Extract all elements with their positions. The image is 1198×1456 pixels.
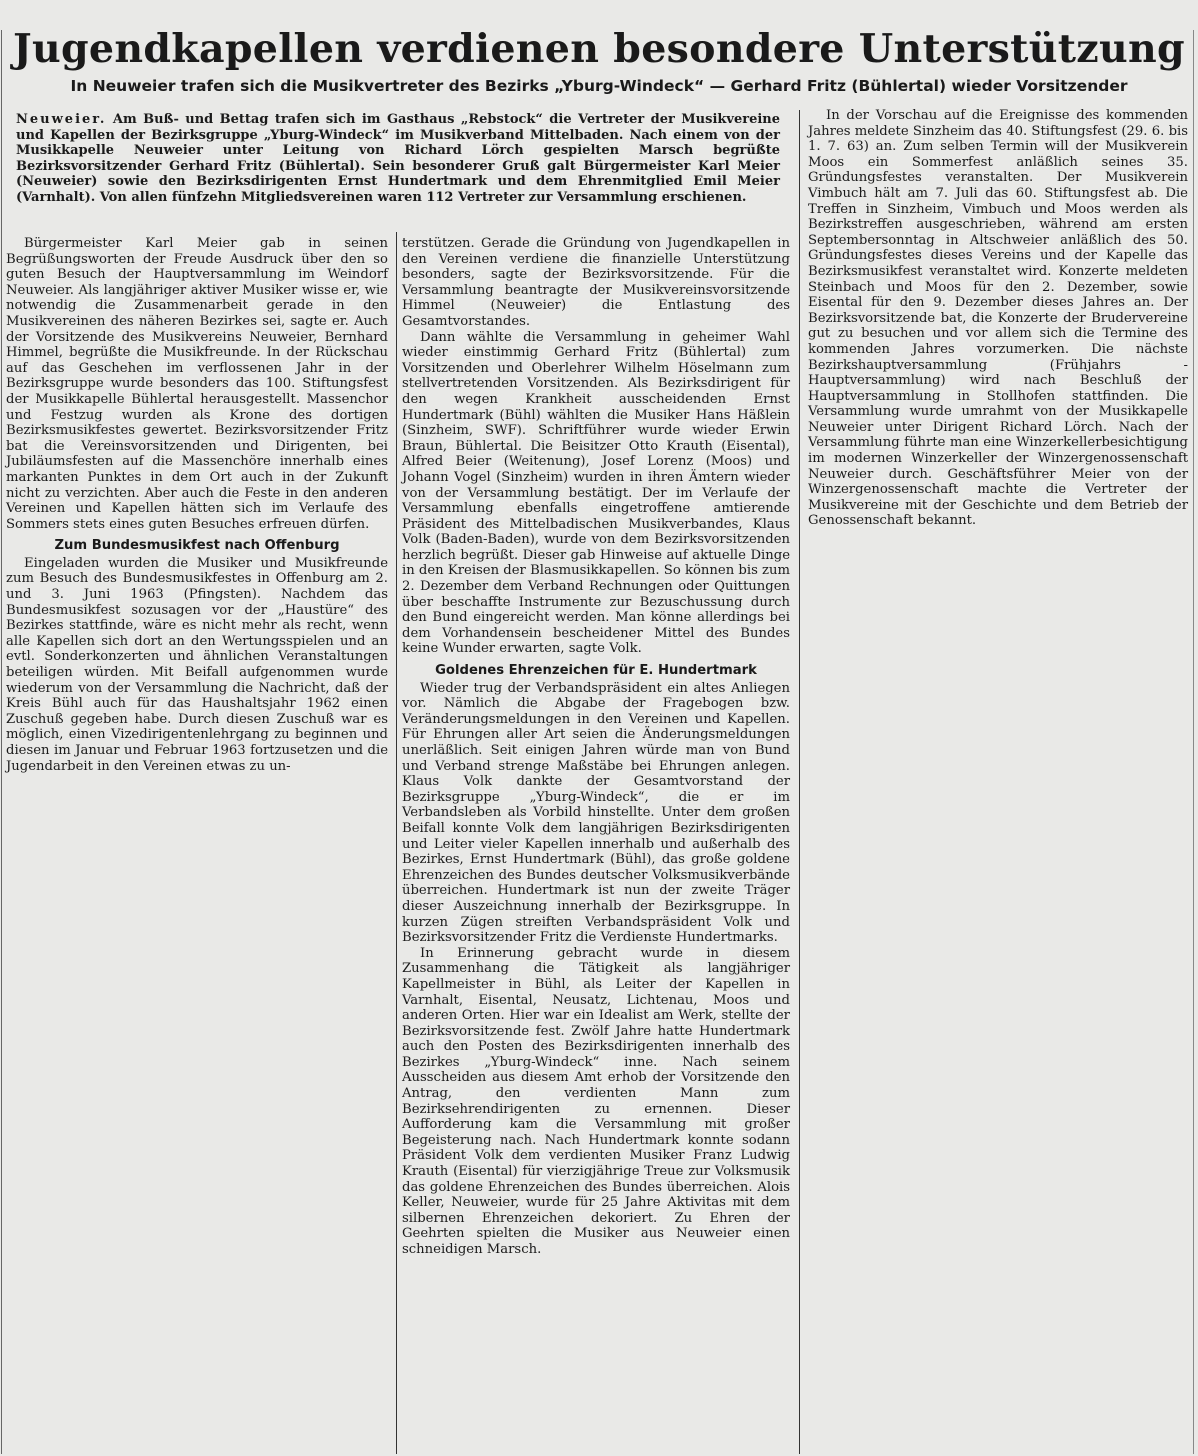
column-2 bbox=[402, 236, 790, 1258]
column-rule-2 bbox=[799, 110, 800, 1454]
headline: Jugendkapellen verdienen besondere Unterstützung bbox=[13, 26, 1185, 72]
col2-subheading: Goldenes Ehrenzeichen für E. Hundertmark bbox=[435, 663, 757, 679]
left-edge-line bbox=[1, 30, 2, 1454]
column-3 bbox=[808, 108, 1188, 529]
col3-paragraph-1: In der Vorschau auf die Ereignisse des kommenden Jahres meldete Sinzheim das 40. Stiftungsfest (29. 6. bis 1. 7. 63) an. Zum selben Termin will der Musikverein Moos ein Sommerfest anläßlich seines 35. Gründungsfestes veranstalten. Der Musikverein Vimbuch hält am 7. Juli das 60. Stiftungsfest ab. Die Treffen in Sinzheim, Vimbuch und Moos werden als Bezirkstreffen ausgeschrieben, während am ersten Septembersonntag in Altschweier anläßlich des 50. Gründungsfestes dieses Vereins und der Kapelle das Bezirksmusikfest veranstaltet wird. Konzerte meldeten Steinbach und Moos für den 2. Dezember, sowie Eisental für den 9. Dezember dieses Jahres an. Der Bezirksvorsitzende bat, die Konzerte der Brudervereine gut zu besuchen und vor allem sich die Termine des kommenden Jahres vorzumerken. Die nächste Bezirkshauptversammlung (Frühjahrs - Hauptversammlung) wird nach Beschluß der Hauptversammlung in Stollhofen stattfinden. Die Versammlung wurde umrahmt von der Musikkapelle Neuweier unter Dirigent Richard Lörch. Nach der Versammlung führte man eine Winzerkellerbesichtigung im modernen Winzerkeller der Winzergenossenschaft Neuweier durch. Geschäftsführer Meier von der Winzergenossenschaft machte die Vertreter der Musikvereine mit der Geschichte und dem Betrieb der Genossenschaft bekannt. bbox=[808, 108, 1188, 529]
col2-paragraph-1: terstützen. Gerade die Gründung von Jugendkapellen in den Vereinen verdiene die finanzielle Unterstützung besonders, sagte der Bezirksvorsitzende. Für die Versammlung beantragte der Musikvereinsvorsitzende Himmel (Neuweier) die Entlastung des Gesamtvorstandes. bbox=[402, 236, 790, 329]
subheadline: In Neuweier trafen sich die Musikvertreter des Bezirks „Yburg-Windeck“ — Gerhard Fritz (Bühlertal) wieder Vorsitzender bbox=[70, 77, 1128, 95]
col1-paragraph-2: Eingeladen wurden die Musiker und Musikfreunde zum Besuch des Bundesmusikfestes in Offenburg am 2. und 3. Juni 1963 (Pfingsten). Nachdem das Bundesmusikfest sozusagen vor der „Haustüre“ des Bezirkes stattfinde, wäre es nicht mehr als recht, wenn alle Kapellen sich dort an den Wertungsspielen und an evtl. Sonderkonzerten und ähnlichen Veranstaltungen beteiligen würden. Mit Beifall aufgenommen wurde wiederum von der Versammlung die Nachricht, daß der Kreis Bühl auch für das Haushaltsjahr 1962 einen Zuschuß gegeben habe. Durch diesen Zuschuß war es möglich, einen Vizedirigentenlehrgang zu beginnen und diesen im Januar und Februar 1963 fortzusetzen und die Jugendarbeit in den Vereinen etwas zu un- bbox=[6, 555, 388, 774]
lead-text: Am Buß- und Bettag trafen sich im Gasthaus „Rebstock“ die Vertreter der Musikvereine und Kapellen der Bezirksgruppe „Yburg-Windeck“ im Musikverband Mittelbaden. Nach einem von der Musikkapelle Neuweier unter Leitung von Richard Lörch gespielten Marsch begrüßte Bezirksvorsitzender Gerhard Fritz (Bühlertal). Sein besonderer Gruß galt Bürgermeister Karl Meier (Neuweier) sowie den Bezirksdirigenten Ernst Hundertmark und dem Ehrenmitglied Emil Meier (Varnhalt). Von allen fünfzehn Mitgliedsvereinen waren 112 Vertreter zur Versammlung erschienen. bbox=[16, 112, 780, 205]
col1-paragraph-1: Bürgermeister Karl Meier gab in seinen Begrüßungsworten der Freude Ausdruck über den so guten Besuch der Hauptversammlung im Weindorf Neuweier. Als langjähriger aktiver Musiker wisse er, wie notwendig die Zusammenarbeit gerade in den Musikvereinen des näheren Bezirkes sei, sagte er. Auch der Vorsitzende des Musikvereins Neuweier, Bernhard Himmel, begrüßte die Musikfreunde. In der Rückschau auf das Geschehen im verflossenen Jahr in der Bezirksgruppe wurde besonders das 100. Stiftungsfest der Musikkapelle Bühlertal herausgestellt. Massenchor und Festzug wurden als Krone des dortigen Bezirksmusikfestes gewertet. Bezirksvorsitzender Fritz bat die Vereinsvorsitzenden und Dirigenten, bei Jubiläumsfesten auf die Massenchöre innerhalb eines markanten Punktes in dem Ort auch in der Zukunft nicht zu verzichten. Aber auch die Feste in den anderen Vereinen und Kapellen hätten sich im Verlaufe des Sommers stets eines guten Besuches erfreuen dürfen. bbox=[6, 236, 388, 532]
col2-paragraph-4: In Erinnerung gebracht wurde in diesem Zusammenhang die Tätigkeit als langjähriger Kapellmeister in Bühl, als Leiter der Kapellen in Varnhalt, Eisental, Neusatz, Lichtenau, Moos und anderen Orten. Hier war ein Idealist am Werk, stellte der Bezirksvorsitzende fest. Zwölf Jahre hatte Hundertmark auch den Posten des Bezirksdirigenten innerhalb des Bezirkes „Yburg-Windeck“ inne. Nach seinem Ausscheiden aus diesem Amt erhob der Vorsitzende den Antrag, den verdienten Mann zum Bezirksehrendirigenten zu ernennen. Dieser Aufforderung kam die Versammlung mit großer Begeisterung nach. Nach Hundertmark konnte sodann Präsident Volk dem verdienten Musiker Franz Ludwig Krauth (Eisental) für vierzigjährige Treue zur Volksmusik das goldene Ehrenzeichen des Bundes überreichen. Alois Keller, Neuweier, wurde für 25 Jahre Aktivitas mit dem silbernen Ehrenzeichen dekoriert. Zu Ehren der Geehrten spielten die Musiker aus Neuweier einen schneidigen Marsch. bbox=[402, 945, 790, 1257]
right-edge-line bbox=[1193, 30, 1194, 1454]
lead-paragraph bbox=[16, 112, 780, 205]
col2-paragraph-2: Dann wählte die Versammlung in geheimer Wahl wieder einstimmig Gerhard Fritz (Bühlertal) zum Vorsitzenden und Oberlehrer Wilhelm Höselmann zum stellvertretenden Vorsitzenden. Als Bezirksdirigent für den wegen Krankheit ausscheidenden Ernst Hundertmark (Bühl) wählten die Musiker Hans Häßlein (Sinzheim, SWF). Schriftführer wurde wieder Erwin Braun, Bühlertal. Die Beisitzer Otto Krauth (Eisental), Alfred Beier (Weitenung), Josef Lorenz (Moos) und Johann Vogel (Sinzheim) wurden in ihren Ämtern wieder von der Versammlung bestätigt. Der im Verlaufe der Versammlung ebenfalls eingetroffene amtierende Präsident des Mittelbadischen Musikverbandes, Klaus Volk (Baden-Baden), wurde von dem Bezirksvorsitzenden herzlich begrüßt. Dieser gab Hinweise auf aktuelle Dinge in den Kreisen der Blasmusikkapellen. So können bis zum 2. Dezember dem Verband Rechnungen oder Quittungen über beschaffte Instrumente zur Bezuschussung durch den Bund eingereicht werden. Man könne allerdings bei dem Vorhandensein bescheidener Mittel des Bundes keine Wunder erwarten, sagte Volk. bbox=[402, 329, 790, 657]
col1-subheading: Zum Bundesmusikfest nach Offenburg bbox=[54, 538, 340, 554]
column-rule-1 bbox=[396, 232, 397, 1454]
column-1 bbox=[6, 236, 388, 774]
lead-dateline: Neuweier. bbox=[16, 112, 107, 127]
col2-paragraph-3: Wieder trug der Verbandspräsident ein altes Anliegen vor. Nämlich die Abgabe der Fragebogen bzw. Veränderungsmeldungen in den Vereinen und Kapellen. Für Ehrungen aller Art seien die Änderungsmeldungen unerläßlich. Seit einigen Jahren würde man von Bund und Verband strenge Maßstäbe bei Ehrungen anlegen. Klaus Volk dankte der Gesamtvorstand der Bezirksgruppe „Yburg-Windeck“, die er im Verbandsleben als Vorbild hinstellte. Unter dem großen Beifall konnte Volk dem langjährigen Bezirksdirigenten und Leiter vieler Kapellen innerhalb und außerhalb des Bezirkes, Ernst Hundertmark (Bühl), das große goldene Ehrenzeichen des Bundes deutscher Volksmusikverbände überreichen. Hundertmark ist nun der zweite Träger dieser Auszeichnung innerhalb der Bezirksgruppe. In kurzen Zügen streiften Verbandspräsident Volk und Bezirksvorsitzender Fritz die Verdienste Hundertmarks. bbox=[402, 680, 790, 946]
